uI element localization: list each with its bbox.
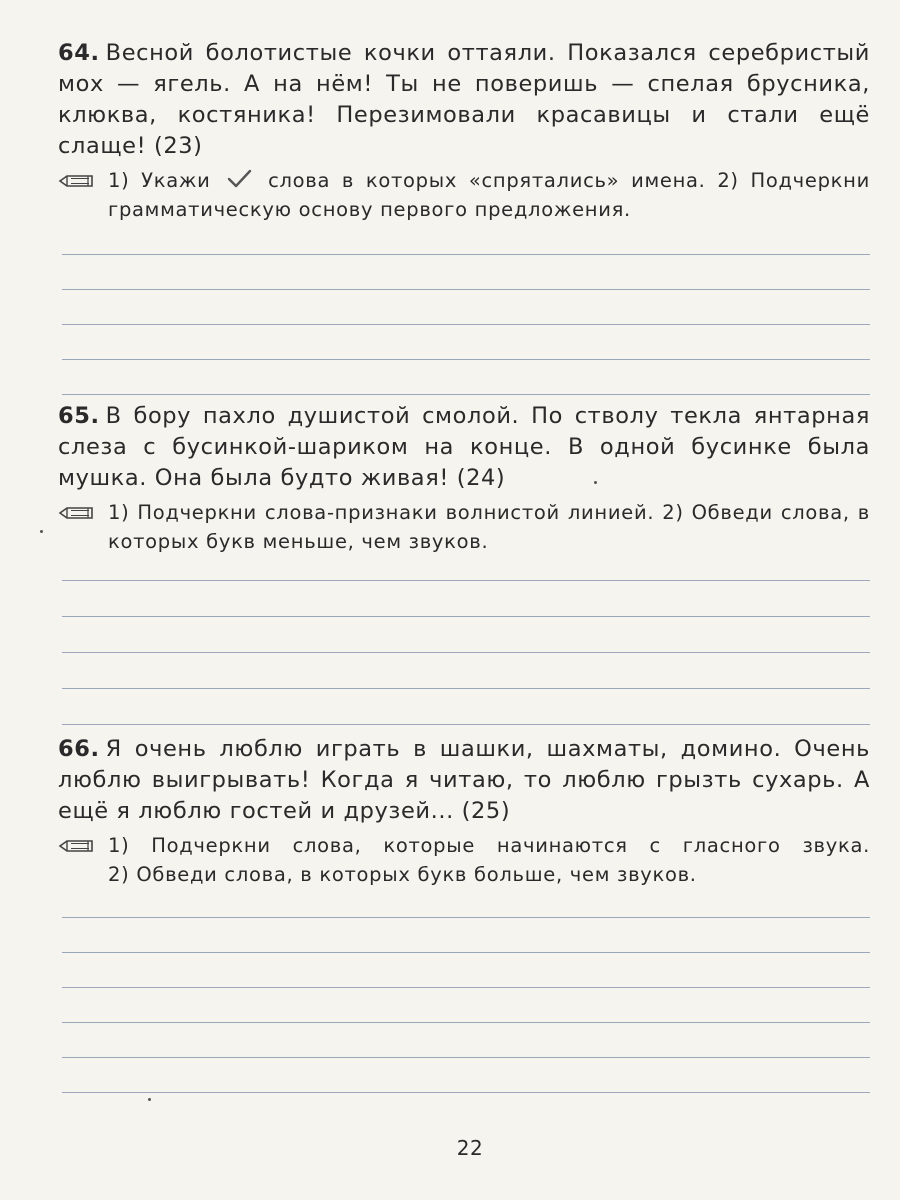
exercise-66 xyxy=(58,734,870,1093)
task-line-2: 2) Обведи слова, в которых букв больше, чем звуков. xyxy=(108,863,697,886)
exercise-number: 65. xyxy=(58,403,100,429)
answer-line[interactable] xyxy=(62,254,870,255)
exercise-text: 66. Я очень люблю играть в шашки, шахматы, домино. Очень люблю выигрывать! Когда я читаю, то люблю грызть сухарь. А ещё я люблю гостей и друзей... (25) xyxy=(58,736,870,824)
task-instructions: 1) Укажи слова в которых «спрятались» имена. 2) Подчеркни грамматическую основу первого предложения. xyxy=(58,166,870,224)
exercise-number: 66. xyxy=(58,736,100,762)
answer-lines[interactable] xyxy=(58,254,870,395)
task-instructions: 1) Подчеркни слова-признаки волнистой линией. 2) Обведи слова, в которых букв меньше, чем звуков. xyxy=(58,498,870,556)
answer-line[interactable] xyxy=(62,394,870,395)
answer-line[interactable] xyxy=(62,359,870,360)
answer-line[interactable] xyxy=(62,289,870,290)
exercise-text: 65. В бору пахло душистой смолой. По стволу текла янтарная слеза с бусинкой-шариком на конце. В одной бусинке была мушка. Она была будто живая! (24) xyxy=(58,403,870,491)
print-speck xyxy=(594,481,597,484)
exercise-number: 64. xyxy=(58,40,100,66)
exercise-65 xyxy=(58,401,870,725)
answer-line[interactable] xyxy=(62,1022,870,1023)
answer-line[interactable] xyxy=(62,616,870,617)
print-speck xyxy=(40,530,43,533)
task-instructions xyxy=(58,831,870,889)
answer-line[interactable] xyxy=(62,580,870,581)
answer-line[interactable] xyxy=(62,652,870,653)
answer-line[interactable] xyxy=(62,952,870,953)
pencil-icon xyxy=(58,174,96,188)
exercise-64 xyxy=(58,38,870,395)
task-line-1: 1) Подчеркни слова, которые начинаются с гласного звука. xyxy=(108,834,870,857)
pencil-icon xyxy=(58,839,96,853)
answer-line[interactable] xyxy=(62,1092,870,1093)
print-speck xyxy=(148,1098,151,1101)
answer-lines[interactable] xyxy=(58,580,870,725)
exercise-text: 64. Весной болотистые кочки оттаяли. Показался серебристый мох — ягель. А на нём! Ты не поверишь — спелая брусника, клюква, костяника! Перезимовали красавицы и стали ещё слаще! (23) xyxy=(58,40,870,159)
answer-line[interactable] xyxy=(62,987,870,988)
checkmark-icon xyxy=(226,169,252,189)
answer-line[interactable] xyxy=(62,324,870,325)
answer-line[interactable] xyxy=(62,917,870,918)
answer-line[interactable] xyxy=(62,724,870,725)
answer-line[interactable] xyxy=(62,688,870,689)
page-number: 22 xyxy=(456,1136,484,1160)
pencil-icon xyxy=(58,506,96,520)
answer-lines[interactable] xyxy=(58,917,870,1093)
answer-line[interactable] xyxy=(62,1057,870,1058)
